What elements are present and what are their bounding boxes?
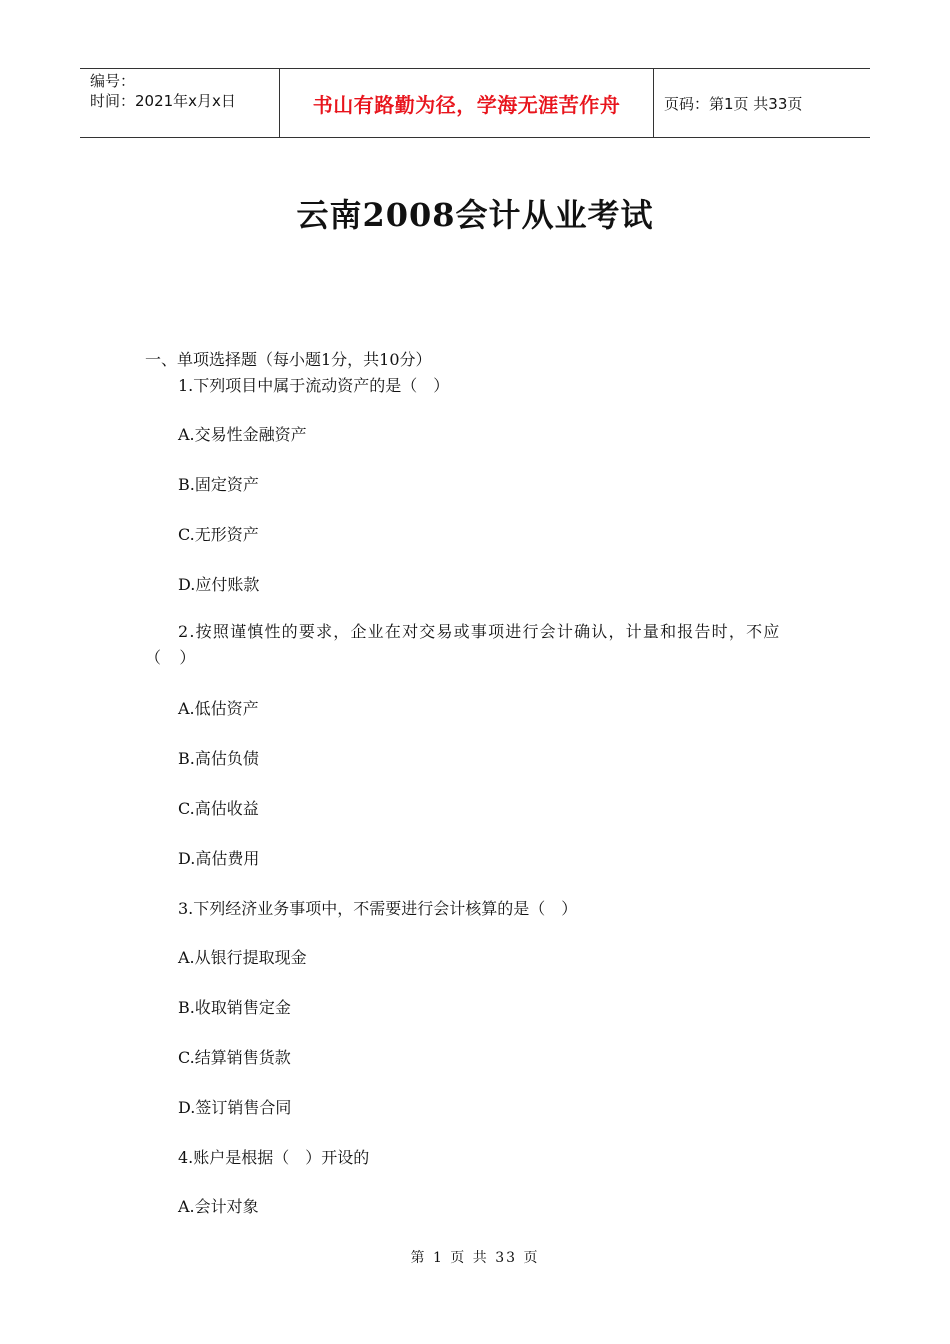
question-2-option-c: C.高估收益 (178, 799, 259, 818)
section-heading: 一、单项选择题（每小题1分，共10分） (145, 350, 432, 369)
page-header (80, 68, 870, 138)
question-2-option-b: B.高估负债 (178, 749, 259, 768)
question-2-option-d: D.高估费用 (178, 849, 260, 868)
question-1-stem: 1.下列项目中属于流动资产的是（ ） (178, 376, 450, 395)
question-3-option-d: D.签订销售合同 (178, 1098, 292, 1117)
question-1-option-a: A.交易性金融资产 (178, 425, 307, 444)
question-3-stem: 3.下列经济业务事项中，不需要进行会计核算的是（ ） (178, 899, 578, 918)
question-3-option-a: A.从银行提取现金 (178, 948, 307, 967)
question-3-option-c: C.结算销售货款 (178, 1048, 291, 1067)
header-number: 编号： (90, 72, 136, 90)
question-4-option-a: A.会计对象 (178, 1197, 259, 1216)
page-footer: 第 1 页 共 33 页 (410, 1250, 540, 1266)
question-2-option-a: A.低估资产 (178, 699, 259, 718)
question-4-stem: 4.账户是根据（ ）开设的 (178, 1148, 370, 1167)
document-title: 云南2008会计从业考试 (296, 196, 654, 234)
question-1-option-d: D.应付账款 (178, 575, 260, 594)
question-2-stem: 2.按照谨慎性的要求，企业在对交易或事项进行会计确认，计量和报告时，不应（ ） (145, 622, 781, 667)
question-1-option-c: C.无形资产 (178, 525, 259, 544)
header-time: 时间：2021年x月x日 (90, 92, 236, 110)
question-1-option-b: B.固定资产 (178, 475, 259, 494)
header-meta (80, 69, 280, 137)
header-motto: 书山有路勤为径，学海无涯苦作舟 (280, 69, 654, 137)
question-3-option-b: B.收取销售定金 (178, 998, 291, 1017)
header-page-info: 页码：第1页 共33页 (664, 94, 803, 113)
